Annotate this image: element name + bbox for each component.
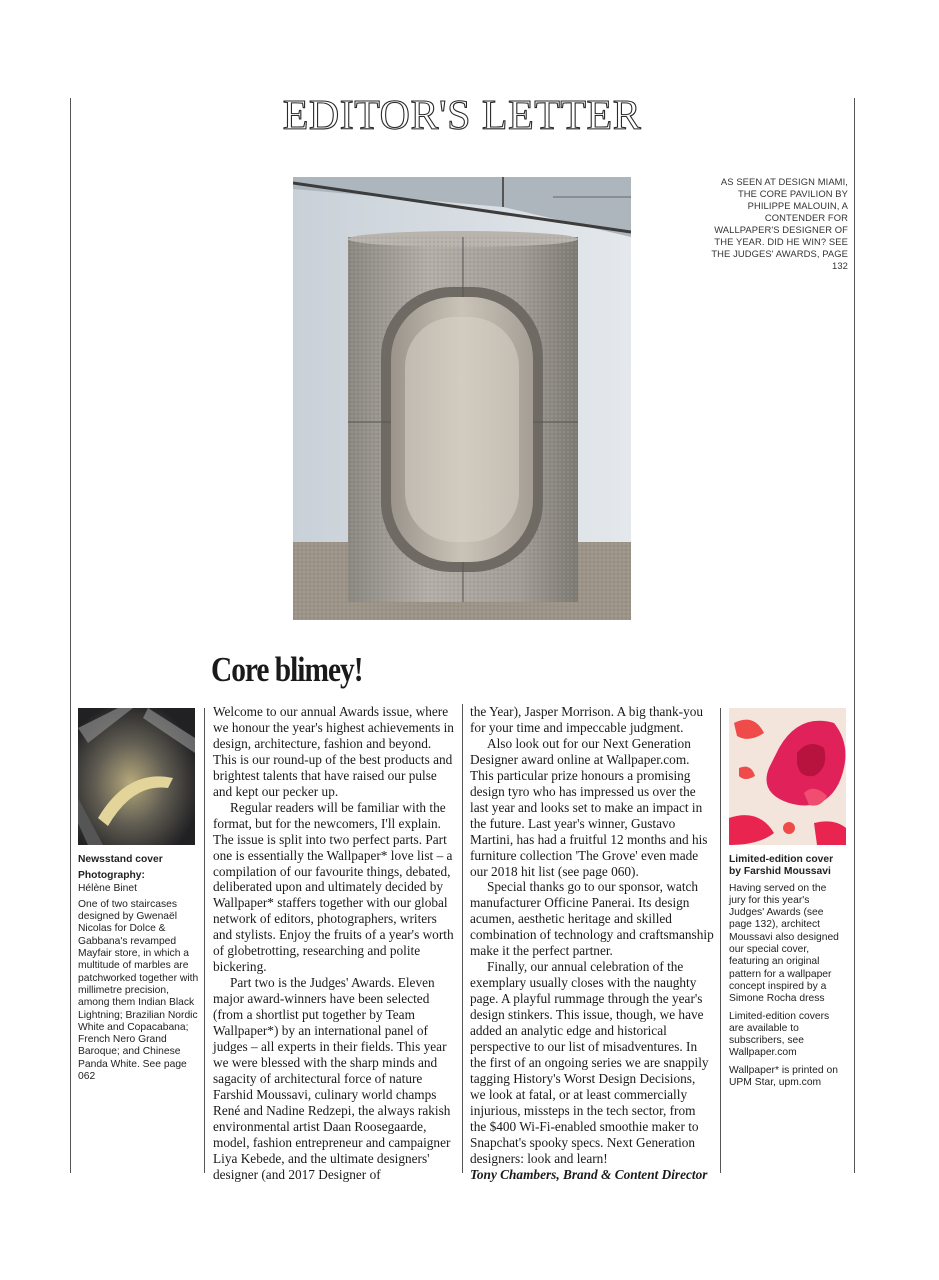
core-pavilion-image [293, 177, 631, 620]
article-column-2 [470, 704, 714, 1183]
newsstand-cover-heading: Newsstand cover [78, 854, 163, 865]
limited-cover-description: Having served on the jury for this year's Judges' Awards (see page 132), architect Moussavi also designed our special cover, featuring an original pattern for a wallpaper concept inspired by a Simone Rocha dress [729, 882, 839, 1005]
limited-cover-heading: Limited-edition cover [729, 854, 834, 865]
article-paragraph: Also look out for our Next Generation Designer award online at Wallpaper.com. This particular prize honours a promising design tyro who has impressed us over the last year and looks set to make an impact in the future. Last year's winner, Gustavo Martini, has had a fruitful 12 months and his furniture collection 'The Grove' even made our 2018 hit list (see page 060). [470, 735, 708, 879]
photographer-name: Hélène Binet [78, 882, 137, 894]
article-paragraph: Finally, our annual celebration of the exemplary usually closes with the naughty page. A playful rummage through the year's design stinkers. This issue, though, we have added an analytic edge and historical perspective to our list of misadventures. In the first of an ongoing series we are snappily tagging History's Worst Design Decisions, we look at fatal, or at least commercially injurious, missteps in the tech sector, from the $400 Wi-Fi-enabled smoothie maker to Snapchat's spooky specs. Next Generation designers: look and learn! [470, 959, 709, 1166]
right-sidebar [729, 854, 844, 1094]
hero-photo [293, 177, 631, 620]
hero-caption: AS SEEN AT DESIGN MIAMI, THE CORE PAVILION BY PHILIPPE MALOUIN, A CONTENDER FOR WALLPAPER'S DESIGNER OF THE YEAR. DID HE WIN? SEE THE JUDGES' AWARDS, PAGE 132 [711, 176, 848, 271]
column-rule-center [462, 704, 463, 1173]
article-column-1 [213, 704, 457, 1183]
right-page-rule [854, 98, 855, 1173]
limited-edition-cover-image [729, 708, 846, 845]
page-title [70, 92, 854, 140]
column-rule-left [204, 708, 205, 1173]
column-rule-right [720, 708, 721, 1173]
printing-note: Wallpaper* is printed on UPM Star, upm.com [729, 1064, 838, 1089]
left-page-rule [70, 98, 71, 1173]
newsstand-cover-image [78, 708, 195, 845]
page-title-text: EDITOR'S LETTER [282, 93, 642, 139]
photography-label: Photography: [78, 870, 145, 882]
article-paragraph: Regular readers will be familiar with the format, but for the newcomers, I'll explain. The issue is split into two perfect parts. Part one is essentially the Wallpaper* love list – a compilation of our favourite things, debated, deliberated upon and ultimately decided by Wallpaper* staffers together with our global network of editors, photographers, writers and stylists. Enjoy the fruits of a year's worth of globetrotting, researching and polite bickering. [213, 799, 454, 975]
newsstand-cover-description: One of two staircases designed by Gwenaël Nicolas for Dolce & Gabbana's revamped Mayfair store, in which a multitude of marbles are patchworked together with millimetre precision, among them Indian Black Lightning; Brazilian Nordic White and Copacabana; French Nero Grand Baroque; and Chinese Panda White. See page 062 [78, 898, 199, 1083]
article-headline: Core blimey! [211, 650, 363, 689]
article-signature: Tony Chambers, Brand & Content Director [470, 1166, 708, 1182]
left-sidebar [78, 854, 200, 1088]
article-paragraph: Welcome to our annual Awards issue, where we honour the year's highest achievements in design, architecture, fashion and beyond. This is our round-up of the best products and brightest talents that have raised our pulse and kept our pecker up. [213, 704, 454, 799]
article-paragraph: Part two is the Judges' Awards. Eleven major award-winners have been selected (from a shortlist put together by Team Wallpaper*) by an international panel of judges – all experts in their fields. This year we were blessed with the sharp minds and sagacity of architectural force of nature Farshid Moussavi, culinary world champs René and Nadine Redzepi, the always rakish environmental artist Daan Roosegaarde, model, fashion entrepreneur and campaigner Liya Kebede, and the ultimate designers' designer (and 2017 Designer of [213, 975, 451, 1182]
limited-cover-author: by Farshid Moussavi [729, 866, 831, 878]
article-paragraph: Special thanks go to our sponsor, watch manufacturer Officine Panerai. Its design acumen, aesthetic heritage and skilled combination of technology and craftsmanship make it the perfect partner. [470, 879, 714, 959]
article-paragraph: the Year), Jasper Morrison. A big thank-you for your time and impeccable judgment. [470, 704, 704, 735]
subscriber-note: Limited-edition covers are available to subscribers, see Wallpaper.com [729, 1010, 830, 1059]
